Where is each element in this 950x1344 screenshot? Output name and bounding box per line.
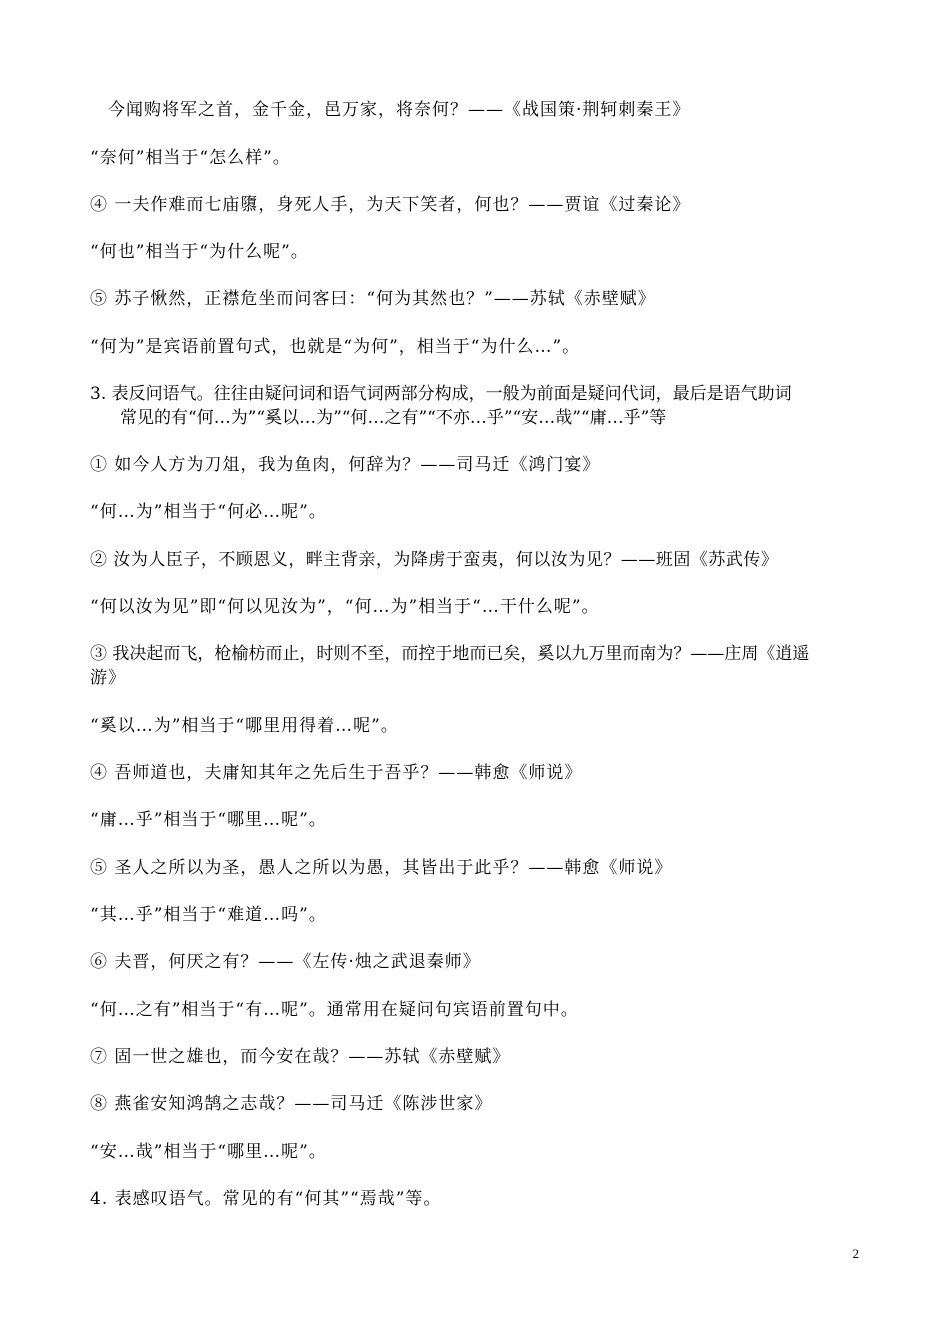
text-line: ③ 我决起而飞，枪榆枋而止，时则不至，而控于地而已矣，奚以九万里而南为？——庄周《逍遥 (90, 644, 810, 664)
text-line: 3. 表反问语气。往往由疑问词和语气词两部分构成，一般为前面是疑问代词，最后是语气助词 (90, 384, 792, 404)
text-line: 4. 表感叹语气。常见的有“何其”“焉哉”等。 (90, 1189, 442, 1209)
text-line: ⑤ 圣人之所以为圣，愚人之所以为愚，其皆出于此乎？——韩愈《师说》 (90, 858, 673, 878)
page-number: 2 (852, 1246, 860, 1261)
text-line: “庸…乎”相当于“哪里…呢”。 (90, 810, 327, 830)
text-line: “何以汝为见”即“何以见汝为”，“何…为”相当于“…干什么呢”。 (90, 597, 600, 617)
text-line: “安…哉”相当于“哪里…呢”。 (90, 1142, 327, 1162)
text-line: “何为”是宾语前置句式，也就是“为何”，相当于“为什么…”。 (90, 337, 581, 357)
text-line: 常见的有“何…为”“奚以…为”“何…之有”“不亦…乎”“安…哉”“庸…乎”等 (120, 408, 667, 428)
text-line: “何…为”相当于“何必…呢”。 (90, 502, 327, 522)
text-line: “奚以…为”相当于“哪里用得着…呢”。 (90, 716, 399, 736)
text-line: ④ 吾师道也，夫庸知其年之先后生于吾乎？——韩愈《师说》 (90, 763, 583, 783)
text-line: ④ 一夫作难而七庙隳，身死人手，为天下笑者，何也？——贾谊《过秦论》 (90, 195, 691, 215)
text-line: “其…乎”相当于“难道…吗”。 (90, 905, 327, 925)
text-line: “何也”相当于“为什么呢”。 (90, 242, 309, 262)
text-line: 游》 (90, 668, 126, 688)
text-line: 今闻购将军之首，金千金，邑万家，将奈何？——《战国策·荆轲刺秦王》 (108, 100, 691, 120)
text-line: ⑤ 苏子愀然，正襟危坐而问客曰：“何为其然也？”——苏轼《赤壁赋》 (90, 289, 656, 309)
text-line: ⑧ 燕雀安知鸿鹄之志哉？——司马迁《陈涉世家》 (90, 1094, 493, 1114)
text-line: ② 汝为人臣子，不顾恩义，畔主背亲，为降虏于蛮夷，何以汝为见？——班固《苏武传》 (90, 550, 779, 570)
text-line: ⑥ 夫晋，何厌之有？——《左传·烛之武退秦师》 (90, 952, 481, 972)
text-line: ① 如今人方为刀俎，我为鱼肉，何辞为？——司马迁《鸿门宴》 (90, 455, 601, 475)
text-line: “奈何”相当于“怎么样”。 (90, 148, 291, 168)
text-line: ⑦ 固一世之雄也，而今安在哉？——苏轼《赤壁赋》 (90, 1047, 511, 1067)
text-line: “何…之有”相当于“有…呢”。通常用在疑问句宾语前置句中。 (90, 1000, 579, 1020)
